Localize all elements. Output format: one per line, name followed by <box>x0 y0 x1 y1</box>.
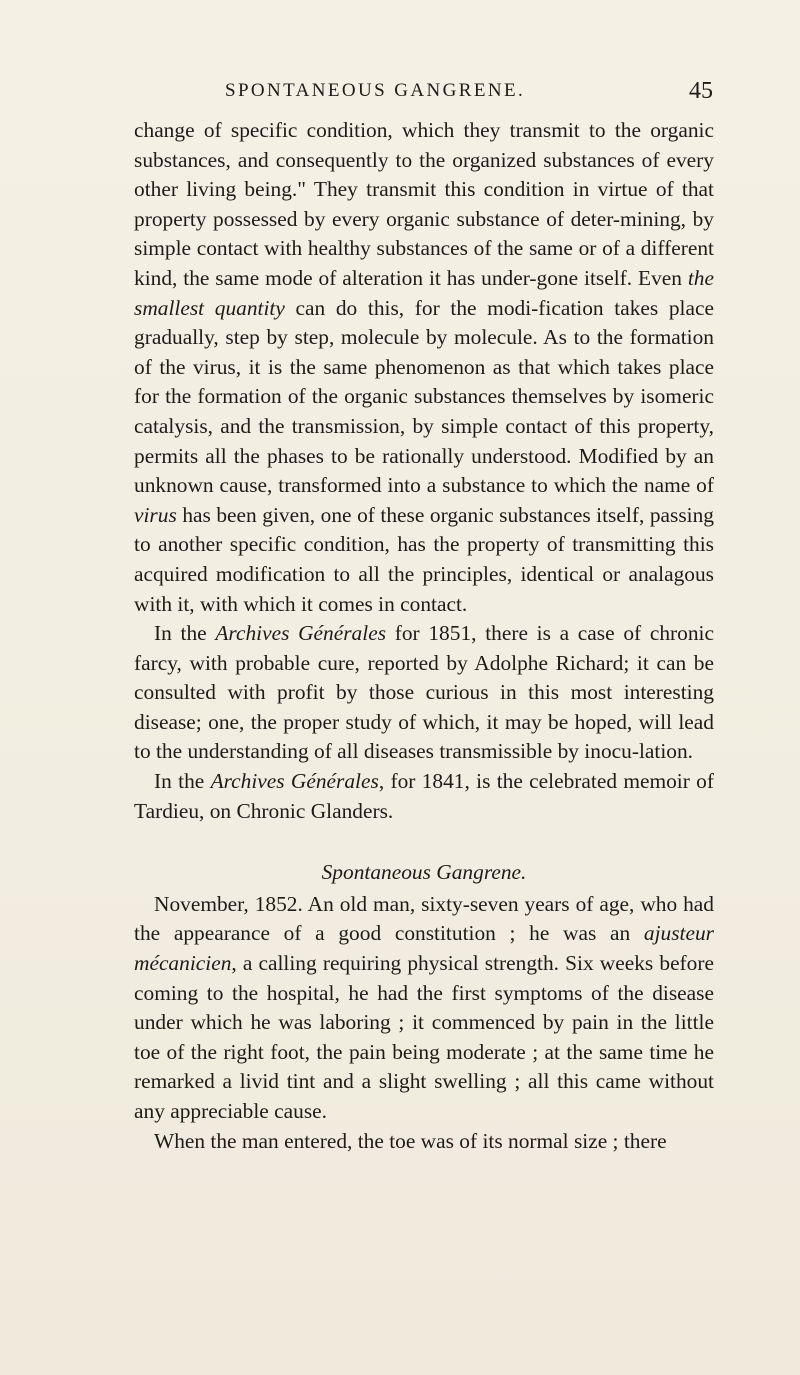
italic-phrase: virus <box>134 502 177 527</box>
paragraph-case-report <box>134 890 714 1127</box>
italic-phrase: the smallest quantity <box>134 265 714 320</box>
section-heading: Spontaneous Gangrene. <box>321 860 527 885</box>
occupation-term: ajusteur mécanicien <box>134 921 714 976</box>
paragraph-text: , for 1841, is the celebrated memoir of Tardieu, on Chronic Glanders. <box>134 769 714 823</box>
paragraph-text: In the <box>154 769 211 794</box>
page-number: 45 <box>689 78 713 104</box>
paragraph-text: In the <box>154 621 216 646</box>
paragraph-text: November, 1852. An old man, sixty-seven years of age, who had the appearance of a good constitution ; he was an <box>134 891 714 946</box>
paragraph-text: for 1851, there is a case of chronic farcy, with probable cure, reported by Adolphe Richard; it can be consulted with profit by those curious in this most interesting disease; one, the proper study of which, it may be hoped, will lead to the understanding of all diseases transmissible by inocu-lation. <box>134 621 714 764</box>
journal-title: Archives Générales <box>215 621 387 646</box>
paragraph-text: , a calling requiring physical strength. Six weeks before coming to the hospital, he had the first symptoms of the disease under which he was laboring ; it commenced by pain in the little toe of the right foot, the pain being moderate ; at the same time he remarked a livid tint and a slight swelling ; all this came without any appreciable cause. <box>134 951 714 1123</box>
paragraph-admission: When the man entered, the toe was of its normal size ; there <box>154 1128 667 1153</box>
running-title: SPONTANEOUS GANGRENE. <box>225 80 526 101</box>
paragraph-archives-1851 <box>134 619 714 767</box>
journal-title: Archives Générales <box>210 769 379 794</box>
running-head <box>133 80 713 110</box>
paragraph-text: has been given, one of these organic substances itself, passing to another specific condition, has the property of transmitting this acquired modification to all the principles, identical or analagous with it, with which it comes in contact. <box>134 502 714 616</box>
body-text <box>134 116 714 1156</box>
paragraph-archives-1841 <box>134 767 714 826</box>
paragraph-contagion <box>134 116 714 619</box>
paragraph-text: can do this, for the modi-fication takes place gradually, step by step, molecule by molecule. As to the formation of the virus, it is the same phenomenon as that which takes place for the formation of the organic substances themselves by isomeric catalysis, and the transmission, by simple contact of this property, permits all the phases to be rationally understood. Modified by an unknown cause, transformed into a substance to which the name of <box>134 295 714 498</box>
paragraph-text: change of specific condition, which they transmit to the organic substances, and consequently to the organized substances of every other living being." They transmit this condition in virtue of that property possessed by every organic substance of deter-mining, by simple contact with healthy substances of the same or of a different kind, the same mode of alteration it has under-gone itself. Even <box>134 118 714 290</box>
